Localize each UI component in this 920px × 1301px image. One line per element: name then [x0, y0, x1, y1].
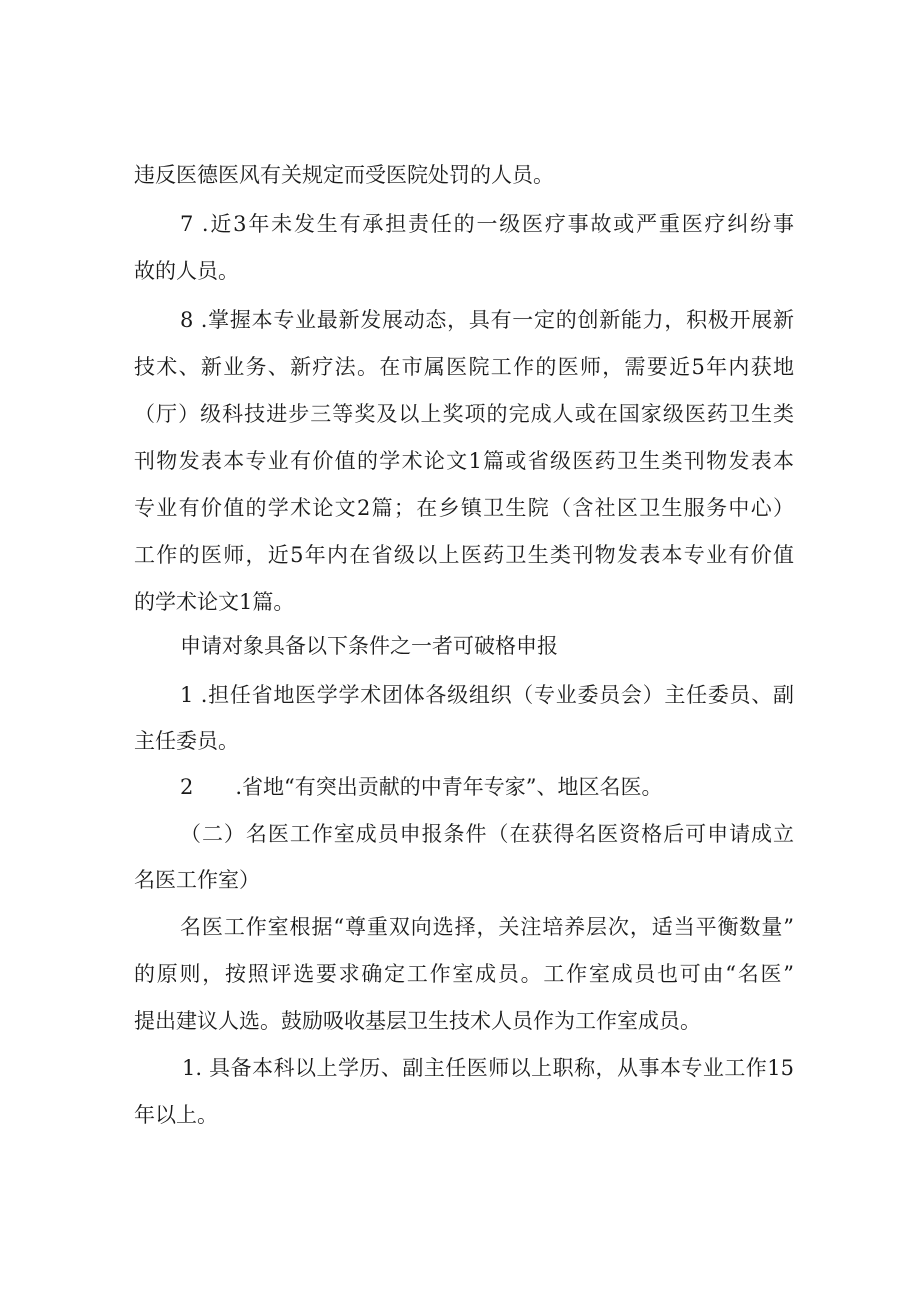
paragraph-line-18: 的原则，按照评选要求确定工作室成员。工作室成员也可由“名医”	[134, 962, 794, 986]
paragraph-line-7: 刊物发表本专业有价值的学术论文1篇或省级医药卫生类刊物发表本	[134, 449, 794, 473]
paragraph-line-9: 工作的医师，近5年内在省级以上医药卫生类刊物发表本专业有价值	[134, 543, 794, 567]
section-heading-line-2: 名医工作室）	[134, 868, 260, 892]
paragraph-line-8: 专业有价值的学术论文2篇；在乡镇卫生院（含社区卫生服务中心）	[134, 496, 794, 520]
paragraph-line-2: 7 .近3年未发生有承担责任的一级医疗事故或严重医疗纠纷事	[180, 212, 794, 236]
paragraph-line-6: （厅）级科技进步三等奖及以上奖项的完成人或在国家级医药卫生类	[134, 402, 794, 426]
paragraph-line-1: 违反医德医风有关规定而受医院处罚的人员。	[134, 163, 554, 187]
paragraph-line-21: 年以上。	[134, 1103, 218, 1127]
paragraph-line-17: 名医工作室根据“尊重双向选择，关注培养层次，适当平衡数量”	[180, 915, 794, 939]
section-heading-line-1: （二）名医工作室成员申报条件（在获得名医资格后可申请成立	[180, 822, 794, 846]
paragraph-line-3: 故的人员。	[134, 259, 239, 283]
paragraph-line-19: 提出建议人选。鼓励吸收基层卫生技术人员作为工作室成员。	[134, 1009, 701, 1033]
paragraph-line-12: 1 .担任省地医学学术团体各级组织（专业委员会）主任委员、副	[180, 683, 794, 707]
paragraph-line-5: 技术、新业务、新疗法。在市属医院工作的医师，需要近5年内获地	[134, 355, 794, 379]
paragraph-line-13: 主任委员。	[134, 729, 239, 753]
paragraph-line-20: 1. 具备本科以上学历、副主任医师以上职称，从事本专业工作15	[182, 1056, 794, 1080]
paragraph-line-10: 的学术论文1篇。	[134, 590, 295, 614]
paragraph-line-14: 2 .省地“有突出贡献的中青年专家”、地区名医。	[180, 775, 663, 799]
paragraph-line-11: 申请对象具备以下条件之一者可破格申报	[180, 634, 558, 658]
paragraph-line-4: 8 .掌握本专业最新发展动态，具有一定的创新能力，积极开展新	[180, 308, 794, 332]
